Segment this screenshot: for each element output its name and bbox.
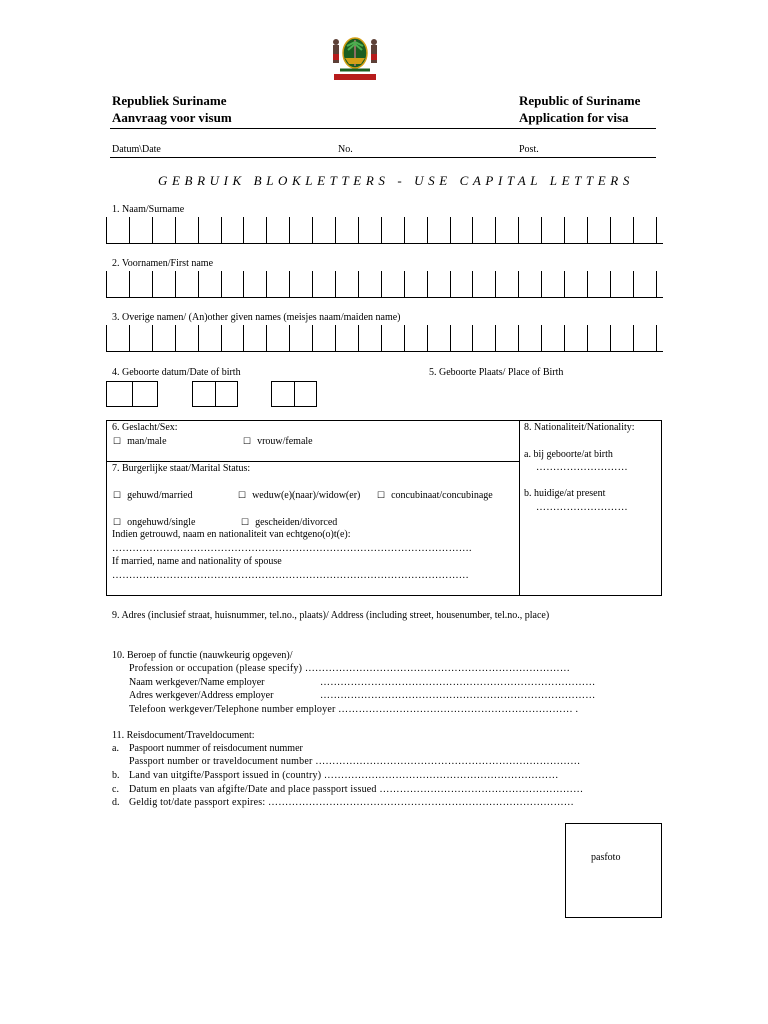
- letter-box-divider: [427, 325, 428, 351]
- other-names-label: 3. Overige namen/ (An)other given names (meisjes naam/maiden name): [112, 312, 401, 323]
- letter-box-divider: [587, 271, 588, 297]
- letter-box-divider: [427, 271, 428, 297]
- dob-year-boxes[interactable]: [271, 381, 317, 407]
- nationality-present-line[interactable]: ………………………: [536, 502, 628, 513]
- dob-month-boxes[interactable]: [192, 381, 238, 407]
- nationality-birth-label: a. bij geboorte/at birth: [524, 449, 613, 460]
- coat-of-arms-emblem: [330, 28, 380, 82]
- letter-box-divider: [541, 271, 542, 297]
- widowed-checkbox[interactable]: ☐: [238, 490, 247, 500]
- letter-box-divider: [656, 217, 657, 243]
- photo-label: pasfoto: [591, 852, 621, 863]
- letter-box-divider: [495, 325, 496, 351]
- spouse-label-nl: Indien getrouwd, naam en nationaliteit van echtgeno(o)t(e):: [112, 529, 351, 540]
- letter-box-divider: [610, 325, 611, 351]
- letter-box-divider: [472, 217, 473, 243]
- female-option[interactable]: ☐ vrouw/female: [243, 436, 313, 447]
- letter-box-divider: [427, 217, 428, 243]
- letter-box-divider: [221, 325, 222, 351]
- passport-expiry-line[interactable]: Geldig tot/date passport expires: ………………………………………………………………………………: [129, 797, 574, 808]
- passport-number-line[interactable]: Passport number or traveldocument number ……………………………………………………………………: [129, 756, 581, 767]
- header-right-subtitle: Application for visa: [519, 110, 629, 125]
- letter-box-divider: [266, 217, 267, 243]
- letter-box-divider: [289, 217, 290, 243]
- letter-box-divider: [518, 271, 519, 297]
- single-checkbox[interactable]: ☐: [113, 517, 122, 527]
- letter-box-divider: [152, 217, 153, 243]
- letter-box-divider: [312, 325, 313, 351]
- letter-box-divider: [243, 217, 244, 243]
- occupation-label: 10. Beroep of functie (nauwkeurig opgeven)/: [112, 650, 293, 661]
- letter-box-divider: [198, 217, 199, 243]
- employer-phone-line[interactable]: Telefoon werkgever/Telephone number employer …………………………………………………………… .: [129, 704, 579, 715]
- letter-box-divider: [633, 271, 634, 297]
- spouse-line-1[interactable]: …………………………………………………………………………………………….: [112, 543, 472, 554]
- occupation-line[interactable]: Profession or occupation (please specify) ……………………………………………………………………: [129, 663, 571, 674]
- letter-box-divider: [129, 217, 130, 243]
- letter-box-divider: [358, 217, 359, 243]
- letter-box-divider: [312, 217, 313, 243]
- dob-day-boxes[interactable]: [106, 381, 158, 407]
- letter-box-divider: [564, 325, 565, 351]
- letter-box-divider: [472, 271, 473, 297]
- number-label: No.: [338, 144, 353, 155]
- letter-box-divider: [450, 217, 451, 243]
- passport-photo-box[interactable]: [565, 823, 662, 918]
- letter-box-divider: [198, 271, 199, 297]
- letter-box-divider: [381, 271, 382, 297]
- letter-box-divider: [152, 325, 153, 351]
- emblem-icon: [330, 28, 380, 82]
- letter-box-divider: [175, 271, 176, 297]
- letter-box-divider: [335, 325, 336, 351]
- single-option[interactable]: ☐ ongehuwd/single: [113, 517, 196, 528]
- letter-box-divider: [633, 217, 634, 243]
- letter-box-divider: [587, 325, 588, 351]
- letter-box-divider: [129, 325, 130, 351]
- letter-box-divider: [106, 217, 107, 243]
- letter-box-divider: [358, 271, 359, 297]
- letter-box-divider: [564, 217, 565, 243]
- travel-item-a-marker: a.: [112, 743, 119, 754]
- header-right-title: Republic of Suriname: [519, 93, 641, 108]
- divorced-checkbox[interactable]: ☐: [241, 517, 250, 527]
- header-left-title: Republiek Suriname: [112, 93, 227, 108]
- spouse-label-en: If married, name and nationality of spouse: [112, 556, 282, 567]
- letter-box-divider: [541, 217, 542, 243]
- widowed-option[interactable]: ☐ weduw(e)(naar)/widow(er): [238, 490, 361, 501]
- letter-box-divider: [381, 325, 382, 351]
- first-name-label: 2. Voornamen/First name: [112, 258, 214, 269]
- letter-box-divider: [518, 217, 519, 243]
- travel-item-b-marker: b.: [112, 770, 120, 781]
- letter-box-divider: [587, 217, 588, 243]
- employer-name-line[interactable]: ………………………………………………………………………: [320, 677, 596, 688]
- letter-box-divider: [289, 271, 290, 297]
- passport-issue-line[interactable]: Datum en plaats van afgifte/Date and place passport issued ……………………………………………………: [129, 784, 584, 795]
- letter-box-divider: [633, 325, 634, 351]
- male-option[interactable]: ☐ man/male: [113, 436, 167, 447]
- letter-box-divider: [656, 325, 657, 351]
- pob-label: 5. Geboorte Plaats/ Place of Birth: [429, 367, 564, 378]
- married-checkbox[interactable]: ☐: [113, 490, 122, 500]
- other-names-letter-boxes[interactable]: [106, 325, 663, 352]
- letter-box-divider: [404, 271, 405, 297]
- letter-box-divider: [610, 271, 611, 297]
- date-label: Datum\Date: [112, 144, 161, 155]
- letter-box-divider: [106, 325, 107, 351]
- employer-name-label: Naam werkgever/Name employer: [129, 677, 265, 688]
- letter-box-divider: [198, 325, 199, 351]
- letter-box-divider: [243, 271, 244, 297]
- married-option[interactable]: ☐ gehuwd/married: [113, 490, 193, 501]
- letter-box-divider: [106, 271, 107, 297]
- concubinage-checkbox[interactable]: ☐: [377, 490, 386, 500]
- letter-box-divider: [221, 217, 222, 243]
- surname-label: 1. Naam/Surname: [112, 204, 185, 215]
- letter-box-divider: [289, 325, 290, 351]
- letter-box-divider: [243, 325, 244, 351]
- letter-box-divider: [541, 325, 542, 351]
- letter-box-divider: [495, 271, 496, 297]
- spouse-line-2[interactable]: ……………………………………………………………………………………………: [112, 570, 469, 581]
- header-divider: [110, 128, 656, 129]
- nationality-present-label: b. huidige/at present: [524, 488, 606, 499]
- letter-box-divider: [175, 325, 176, 351]
- letter-box-divider: [381, 217, 382, 243]
- travel-document-label: 11. Reisdocument/Traveldocument:: [112, 730, 255, 741]
- surname-letter-boxes[interactable]: [106, 217, 663, 244]
- letter-box-divider: [152, 271, 153, 297]
- letter-box-divider: [175, 217, 176, 243]
- sex-label: 6. Geslacht/Sex:: [112, 422, 178, 433]
- letter-box-divider: [495, 217, 496, 243]
- post-label: Post.: [519, 144, 539, 155]
- letter-box-divider: [518, 325, 519, 351]
- employer-address-line[interactable]: ………………………………………………………………………: [320, 690, 596, 701]
- letter-box-divider: [564, 271, 565, 297]
- letter-box-divider: [450, 325, 451, 351]
- passport-number-label-nl: Paspoort nummer of reisdocument nummer: [129, 743, 303, 754]
- letter-box-divider: [312, 271, 313, 297]
- male-checkbox[interactable]: ☐: [113, 436, 122, 446]
- letter-box-divider: [335, 217, 336, 243]
- divorced-option[interactable]: ☐ gescheiden/divorced: [241, 517, 338, 528]
- header-left-subtitle: Aanvraag voor visum: [112, 110, 232, 125]
- travel-item-d-marker: d.: [112, 797, 120, 808]
- letter-box-divider: [335, 271, 336, 297]
- first-name-letter-boxes[interactable]: [106, 271, 663, 298]
- letter-box-divider: [656, 271, 657, 297]
- dob-label: 4. Geboorte datum/Date of birth: [112, 367, 241, 378]
- letter-box-divider: [129, 271, 130, 297]
- letter-box-divider: [472, 325, 473, 351]
- letter-box-divider: [358, 325, 359, 351]
- letter-box-divider: [404, 325, 405, 351]
- female-checkbox[interactable]: ☐: [243, 436, 252, 446]
- letter-box-divider: [450, 271, 451, 297]
- concubinage-option[interactable]: ☐ concubinaat/concubinage: [377, 490, 493, 501]
- nationality-birth-line[interactable]: ………………………: [536, 462, 628, 473]
- letter-box-divider: [266, 271, 267, 297]
- passport-country-line[interactable]: Land van uitgifte/Passport issued in (country) ……………………………………………………………: [129, 770, 559, 781]
- letter-box-divider: [610, 217, 611, 243]
- letter-box-divider: [266, 325, 267, 351]
- meta-divider: [110, 157, 656, 158]
- nationality-label: 8. Nationaliteit/Nationality:: [524, 422, 635, 433]
- address-label: 9. Adres (inclusief straat, huisnummer, tel.no., plaats)/ Address (including street, housenumber, tel.no., place): [112, 610, 550, 621]
- travel-item-c-marker: c.: [112, 784, 119, 795]
- letter-box-divider: [221, 271, 222, 297]
- marital-status-label: 7. Burgerlijke staat/Marital Status:: [112, 463, 251, 474]
- sex-section-divider: [107, 461, 519, 462]
- letter-box-divider: [404, 217, 405, 243]
- employer-address-label: Adres werkgever/Address employer: [129, 690, 274, 701]
- capital-letters-banner: GEBRUIK BLOKLETTERS - USE CAPITAL LETTERS: [158, 173, 634, 188]
- nationality-column-divider: [519, 421, 520, 595]
